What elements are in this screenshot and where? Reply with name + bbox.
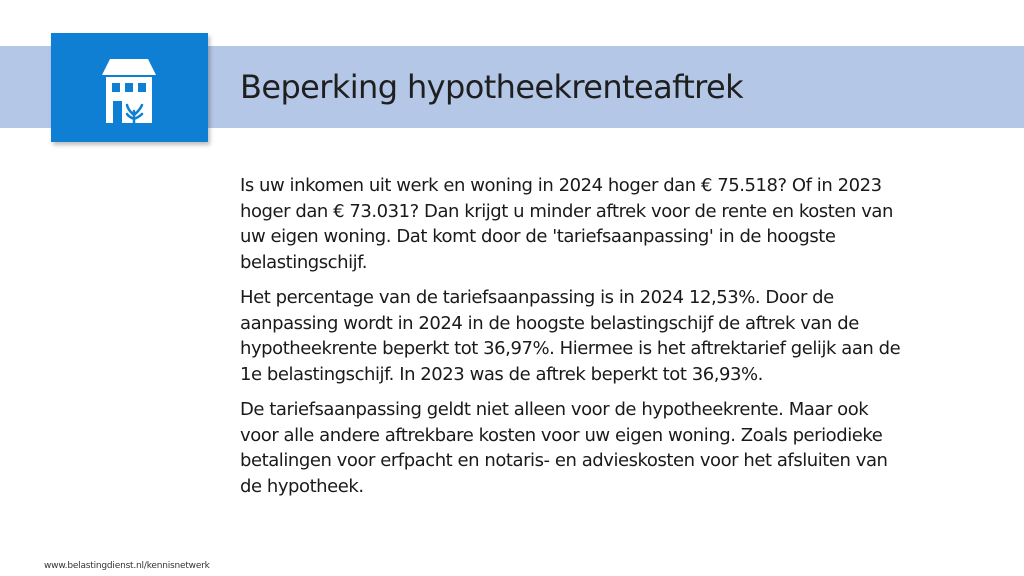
slide-title: Beperking hypotheekrenteaftrek [240, 68, 744, 106]
slide-body [240, 173, 910, 509]
paragraph-other-costs: De tariefsaanpassing geldt niet alleen voor de hypotheekrente. Maar ook voor alle andere aftrekbare kosten voor uw eigen woning. Zoals periodieke betalingen voor erfpacht en notaris- en advieskosten voor het afsluiten van de hypotheek. [240, 399, 888, 497]
paragraph-income-thresholds: Is uw inkomen uit werk en woning in 2024 hoger dan € 75.518? Of in 2023 hoger dan € 73.031? Dan krijgt u minder aftrek voor de rente en kosten van uw eigen woning. Dat komt door de 'tariefsaanpassing' in de hoogste belastingschijf. [240, 175, 893, 273]
icon-tile [51, 33, 208, 142]
house-icon [96, 55, 162, 125]
footer-url: www.belastingdienst.nl/kennisnetwerk [44, 561, 210, 571]
paragraph-percentage: Het percentage van de tariefsaanpassing is in 2024 12,53%. Door de aanpassing wordt in 2024 in de hoogste belastingschijf de aftrek van de hypotheekrente beperkt tot 36,97%. Hiermee is het aftrektarief gelijk aan de 1e belastingschijf. In 2023 was de aftrek beperkt tot 36,93%. [240, 287, 901, 385]
